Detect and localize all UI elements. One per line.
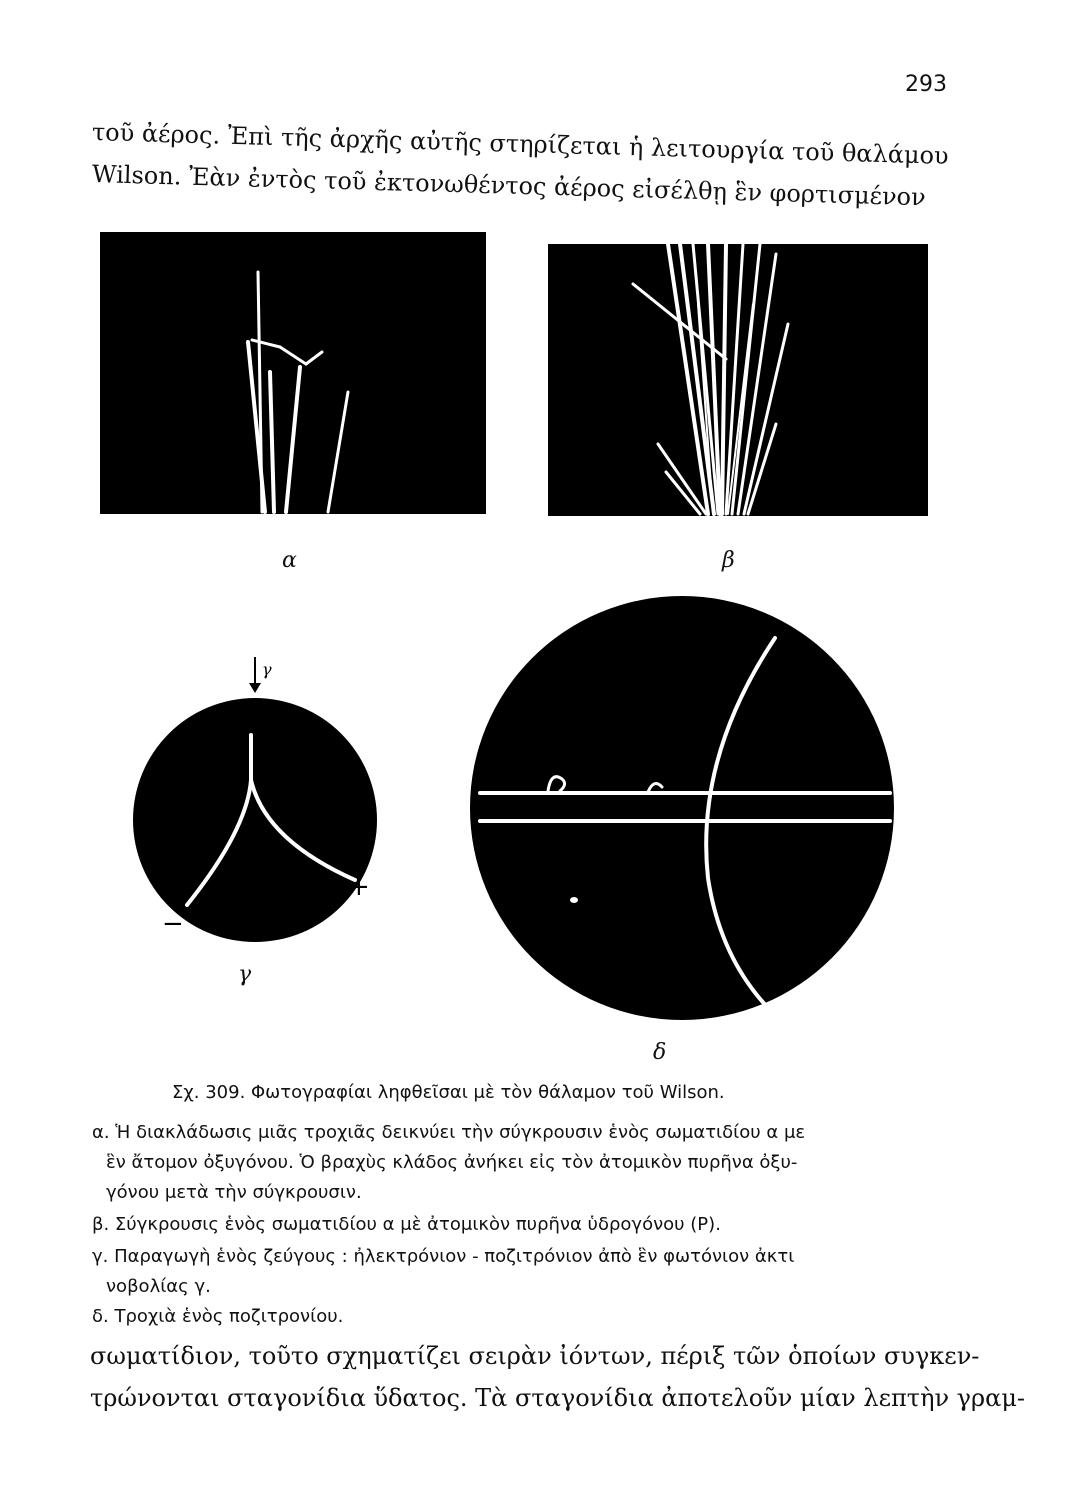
label-alpha: α bbox=[282, 548, 297, 573]
caption-title: Σχ. 309. Φωτογραφίαι ληφθεῖσαι μὲ τὸν θάλαμον τοῦ Wilson. bbox=[172, 1082, 725, 1103]
top-text-line-1: τοῦ ἀέρος. Ἐπὶ τῆς ἀρχῆς αὐτῆς στηρίζεται ἡ λειτουργία τοῦ θαλάμου bbox=[91, 118, 950, 170]
negative-sign: − bbox=[162, 909, 184, 939]
caption-line-2: ἓν ἄτομον ὀξυγόνου. Ὁ βραχὺς κλάδος ἀνήκει εἰς τὸν ἀτομικὸν πυρῆνα ὀξυ- bbox=[106, 1152, 798, 1173]
photo-alpha bbox=[100, 232, 486, 514]
caption-line-1: α. Ἡ διακλάδωσις μιᾶς τροχιᾶς δεικνύει τὴν σύγκρουσιν ἑνὸς σωματιδίου α με bbox=[92, 1122, 806, 1143]
label-beta: β bbox=[722, 548, 735, 573]
photo-beta bbox=[548, 244, 928, 516]
label-gamma: γ bbox=[238, 962, 252, 987]
caption-line-5: γ. Παραγωγὴ ἑνὸς ζεύγους : ἠλεκτρόνιον - ποζιτρόνιον ἀπὸ ἓν φωτόνιον ἀκτι bbox=[92, 1246, 795, 1267]
positive-sign: + bbox=[348, 872, 370, 902]
page-number: 293 bbox=[905, 72, 947, 97]
bottom-text-line-2: τρώνονται σταγονίδια ὕδατος. Τὰ σταγονίδια ἀποτελοῦν μίαν λεπτὴν γραμ- bbox=[90, 1384, 1026, 1412]
gamma-arrow-label: γ bbox=[262, 660, 272, 679]
photo-gamma bbox=[115, 645, 395, 945]
caption-line-6: νοβολίας γ. bbox=[106, 1276, 211, 1297]
bottom-text-line-1: σωματίδιον, τοῦτο σχηματίζει σειρὰν ἰόντων, πέριξ τῶν ὁποίων συγκεν- bbox=[90, 1342, 980, 1370]
caption-line-4: β. Σύγκρουσις ἑνὸς σωματιδίου α μὲ ἀτομικὸν πυρῆνα ὑδρογόνου (Ρ). bbox=[92, 1214, 721, 1235]
photo-delta bbox=[470, 578, 900, 1038]
top-text-line-2: Wilson. Ἐὰν ἐντὸς τοῦ ἐκτονωθέντος ἀέρος εἰσέλθῃ ἓν φορτισμένον bbox=[91, 160, 927, 212]
caption-line-7: δ. Τροχιὰ ἑνὸς ποζιτρονίου. bbox=[92, 1306, 344, 1327]
caption-line-3: γόνου μετὰ τὴν σύγκρουσιν. bbox=[106, 1182, 362, 1203]
label-delta: δ bbox=[653, 1040, 667, 1065]
